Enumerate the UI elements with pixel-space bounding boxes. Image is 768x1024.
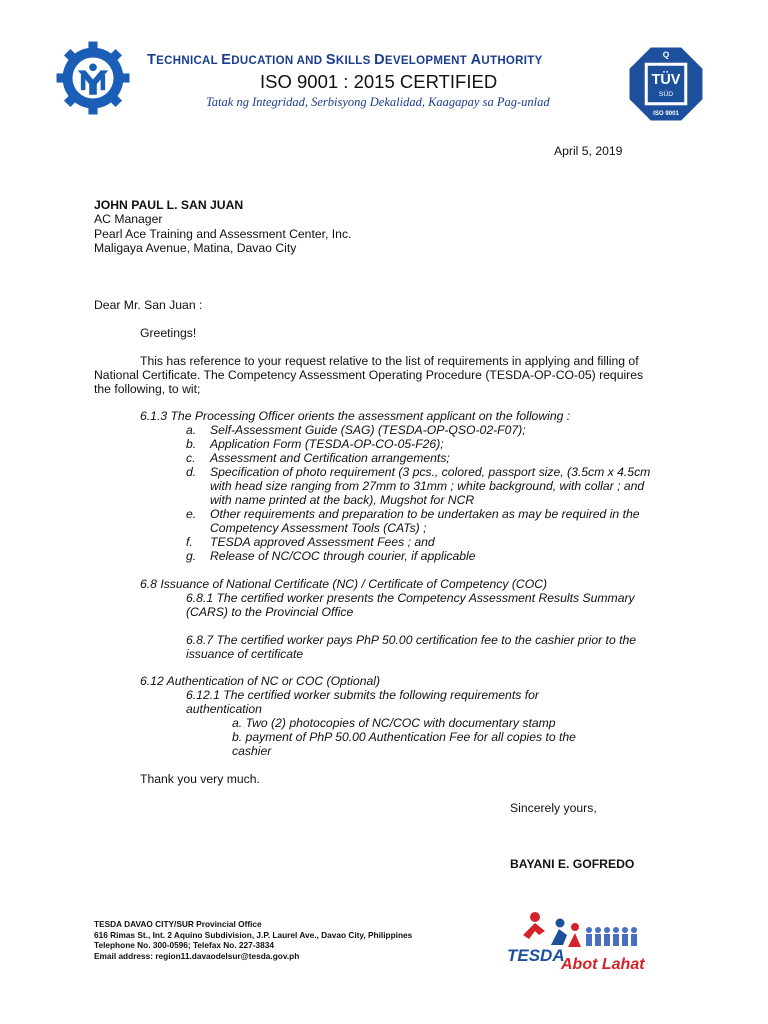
list-item-letter: e. xyxy=(186,507,197,521)
list-item-letter: f. xyxy=(186,535,193,549)
list-item-text: Release of NC/COC through courier, if applicable xyxy=(210,549,476,563)
paragraph-681: (CARS) to the Provincial Office xyxy=(186,605,354,619)
intro-line: National Certificate. The Competency Assessment Operating Procedure (TESDA-OP-CO-05) requires xyxy=(94,368,644,382)
list-item-text: Competency Assessment Tools (CATs) ; xyxy=(210,521,427,535)
letter-date: April 5, 2019 xyxy=(554,144,623,158)
list-item-letter: a. xyxy=(186,423,197,437)
paragraph-6121: authentication xyxy=(186,702,262,716)
list-item-text: Assessment and Certification arrangements; xyxy=(210,451,450,465)
intro-line: the following, to wit; xyxy=(94,382,201,396)
intro-line: This has reference to your request relative to the list of requirements in applying and filling of xyxy=(140,354,639,368)
recipient-address: Maligaya Avenue, Matina, Davao City xyxy=(94,241,297,255)
thank-you-line: Thank you very much. xyxy=(140,772,260,786)
requirement-b: b. payment of PhP 50.00 Authentication Fee for all copies to the xyxy=(232,730,576,744)
tesda-abot-lahat-logo xyxy=(505,905,645,975)
paragraph-687: 6.8.7 The certified worker pays PhP 50.00 certification fee to the cashier prior to the xyxy=(186,633,637,647)
list-item-letter: c. xyxy=(186,451,196,465)
paragraph-6121: 6.12.1 The certified worker submits the following requirements for xyxy=(186,688,539,702)
recipient-name: JOHN PAUL L. SAN JUAN xyxy=(94,198,244,212)
list-item-text: Specification of photo requirement (3 pcs., colored, passport size, (3.5cm x 4.5cm xyxy=(210,465,651,479)
requirement-a: a. Two (2) photocopies of NC/COC with documentary stamp xyxy=(232,716,556,730)
paragraph-681: 6.8.1 The certified worker presents the Competency Assessment Results Summary xyxy=(186,591,635,605)
people-figures-icon xyxy=(523,912,637,947)
greeting: Greetings! xyxy=(140,326,197,340)
salutation: Dear Mr. San Juan : xyxy=(94,298,203,312)
list-item-text: Other requirements and preparation to be undertaken as may be required in the xyxy=(210,507,640,521)
list-item-text: Application Form (TESDA-OP-CO-05-F26); xyxy=(210,437,444,451)
list-item-text: with head size ranging from 27mm to 31mm ; white background, with collar ; and xyxy=(210,479,645,493)
recipient-position: AC Manager xyxy=(94,212,163,226)
section-613-heading: 6.1.3 The Processing Officer orients the assessment applicant on the following : xyxy=(140,409,571,423)
list-item-text: with name printed at the back), Mugshot for NCR xyxy=(210,493,475,507)
signatory-name: BAYANI E. GOFREDO xyxy=(510,857,635,871)
list-item-letter: b. xyxy=(186,437,197,451)
closing-line: Sincerely yours, xyxy=(510,801,597,815)
section-612-heading: 6.12 Authentication of NC or COC (Optional) xyxy=(140,674,381,688)
recipient-company: Pearl Ace Training and Assessment Center, Inc. xyxy=(94,227,352,241)
list-item-text: TESDA approved Assessment Fees ; and xyxy=(210,535,435,549)
requirement-b: cashier xyxy=(232,744,272,758)
tuv-q-label: Q xyxy=(662,49,670,60)
list-item-text: Self-Assessment Guide (SAG) (TESDA-OP-QSO-02-F07); xyxy=(210,423,526,437)
footer-office-name: TESDA DAVAO CITY/SUR Provincial Office xyxy=(94,919,262,929)
sud-label: SÜD xyxy=(658,91,674,99)
list-item-letter: d. xyxy=(186,465,197,479)
footer-telephone: Telephone No. 300-0596; Telefax No. 227-3834 xyxy=(94,940,274,951)
agency-title: TECHNICAL EDUCATION AND SKILLS DEVELOPMENT AUTHORITY xyxy=(147,52,543,68)
footer-logo-abot-lahat: Abot Lahat xyxy=(561,956,645,973)
footer-email: Email address: region11.davaodelsur@tesda.gov.ph xyxy=(94,950,300,961)
iso-9001-label: ISO 9001 xyxy=(653,110,679,118)
section-68-heading: 6.8 Issuance of National Certificate (NC) / Certificate of Competency (COC) xyxy=(140,577,548,591)
agency-motto: Tatak ng Integridad, Serbisyong Dekalidad, Kaagapay sa Pag-unlad xyxy=(206,95,550,109)
iso-certified-line: ISO 9001 : 2015 CERTIFIED xyxy=(260,71,498,92)
footer-office-block xyxy=(94,919,412,961)
paragraph-687: issuance of certificate xyxy=(186,647,304,661)
footer-address: 616 Rimas St., Int. 2 Aquino Subdivision, J.P. Laurel Ave., Davao City, Philippines xyxy=(94,929,413,940)
tesda-gear-logo xyxy=(55,40,131,116)
footer-logo-tesda: TESDA xyxy=(507,946,565,965)
tuv-label: TÜV xyxy=(651,72,681,88)
list-item-letter: g. xyxy=(186,549,197,563)
tuv-sud-iso-logo xyxy=(628,46,704,122)
